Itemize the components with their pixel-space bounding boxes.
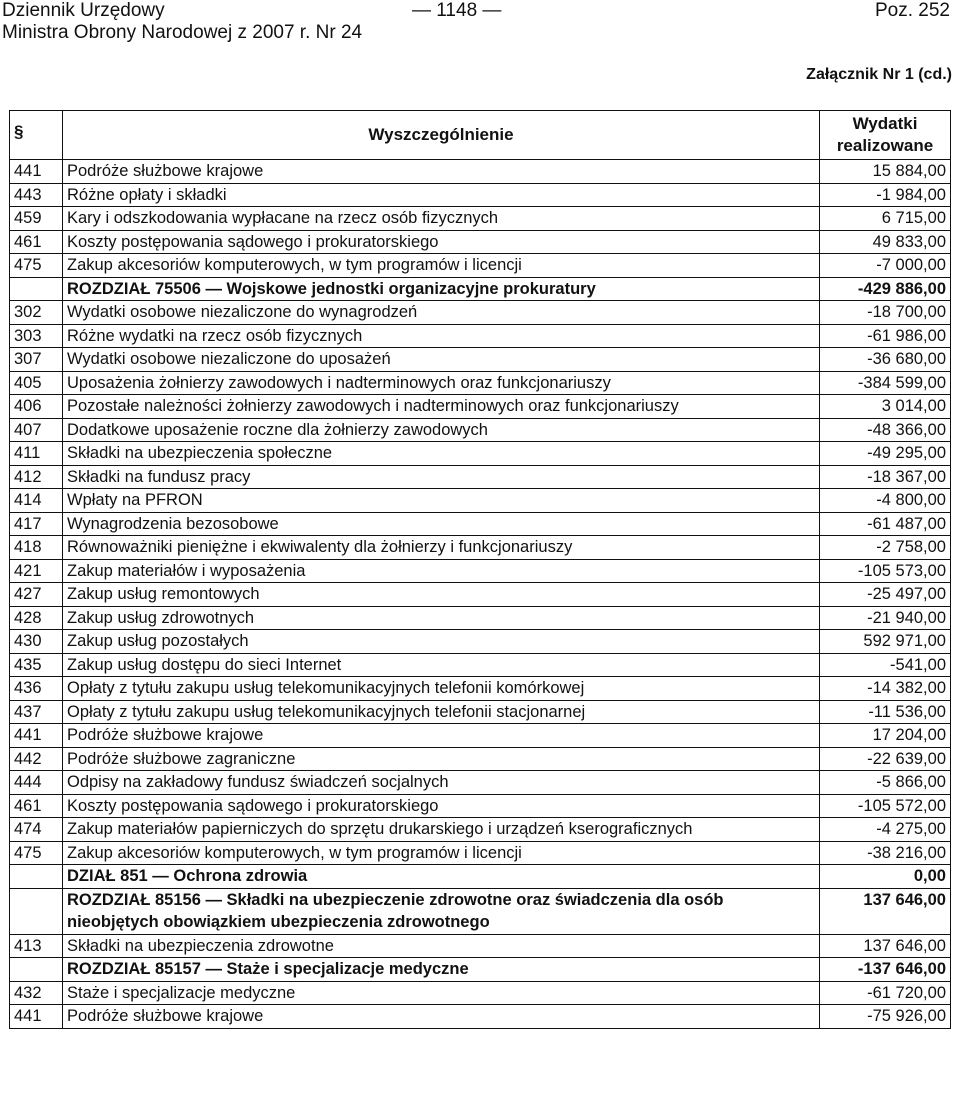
table-row — [10, 254, 951, 278]
table-row — [10, 724, 951, 748]
table-row — [10, 747, 951, 771]
row-description: Wynagrodzenia bezosobowe — [63, 512, 820, 536]
row-code: 437 — [10, 700, 63, 724]
ministry-line: Ministra Obrony Narodowej z 2007 r. Nr 24 — [2, 22, 363, 43]
row-amount: 6 715,00 — [820, 207, 951, 231]
row-description: Składki na fundusz pracy — [63, 465, 820, 489]
row-description: DZIAŁ 851 — Ochrona zdrowia — [63, 865, 820, 889]
row-amount: -5 866,00 — [820, 771, 951, 795]
table-row — [10, 794, 951, 818]
row-code: 459 — [10, 207, 63, 231]
table-row — [10, 442, 951, 466]
section-heading-row — [10, 888, 951, 934]
row-amount: -14 382,00 — [820, 677, 951, 701]
row-code: 405 — [10, 371, 63, 395]
table-row — [10, 653, 951, 677]
amount-column-header — [820, 111, 951, 160]
row-code: 443 — [10, 183, 63, 207]
row-description: Różne opłaty i składki — [63, 183, 820, 207]
row-code: 430 — [10, 630, 63, 654]
row-amount: 15 884,00 — [820, 160, 951, 184]
row-amount: -49 295,00 — [820, 442, 951, 466]
row-description: Składki na ubezpieczenia zdrowotne — [63, 934, 820, 958]
row-amount: -1 984,00 — [820, 183, 951, 207]
row-code: 428 — [10, 606, 63, 630]
row-code: 475 — [10, 841, 63, 865]
row-description: Pozostałe należności żołnierzy zawodowych i nadterminowych oraz funkcjonariuszy — [63, 395, 820, 419]
section-heading-row — [10, 865, 951, 889]
row-amount: 3 014,00 — [820, 395, 951, 419]
row-code: 441 — [10, 160, 63, 184]
row-amount: 0,00 — [820, 865, 951, 889]
row-code: 418 — [10, 536, 63, 560]
row-amount: -2 758,00 — [820, 536, 951, 560]
row-amount: 592 971,00 — [820, 630, 951, 654]
row-amount: 17 204,00 — [820, 724, 951, 748]
table-row — [10, 771, 951, 795]
row-description: Zakup usług remontowych — [63, 583, 820, 607]
row-amount: -25 497,00 — [820, 583, 951, 607]
expenditure-table — [9, 110, 951, 1029]
row-description: ROZDZIAŁ 85157 — Staże i specjalizacje medyczne — [63, 958, 820, 982]
amount-header-line1: Wydatki — [852, 114, 918, 133]
table-row — [10, 818, 951, 842]
row-description: Uposażenia żołnierzy zawodowych i nadterminowych oraz funkcjonariuszy — [63, 371, 820, 395]
row-description: Składki na ubezpieczenia społeczne — [63, 442, 820, 466]
row-code: 444 — [10, 771, 63, 795]
table-row — [10, 559, 951, 583]
amount-header-line2: realizowane — [836, 136, 934, 155]
journal-title: Dziennik Urzędowy — [2, 0, 165, 21]
row-amount: -541,00 — [820, 653, 951, 677]
row-code — [10, 865, 63, 889]
row-amount: -4 275,00 — [820, 818, 951, 842]
row-description: Staże i specjalizacje medyczne — [63, 981, 820, 1005]
description-column-header: Wyszczególnienie — [63, 111, 820, 160]
page-header-left — [2, 0, 362, 44]
row-description: Dodatkowe uposażenie roczne dla żołnierzy zawodowych — [63, 418, 820, 442]
row-amount: -7 000,00 — [820, 254, 951, 278]
row-description: Koszty postępowania sądowego i prokuratorskiego — [63, 230, 820, 254]
row-amount: -137 646,00 — [820, 958, 951, 982]
row-code: 421 — [10, 559, 63, 583]
row-description: Zakup usług zdrowotnych — [63, 606, 820, 630]
row-amount: -48 366,00 — [820, 418, 951, 442]
annex-label: Załącznik Nr 1 (cd.) — [806, 66, 952, 83]
row-description: Podróże służbowe krajowe — [63, 1005, 820, 1029]
table-row — [10, 512, 951, 536]
row-description: Podróże służbowe krajowe — [63, 160, 820, 184]
row-description: Wydatki osobowe niezaliczone do uposażeń — [63, 348, 820, 372]
row-description: ROZDZIAŁ 75506 — Wojskowe jednostki organizacyjne prokuratury — [63, 277, 820, 301]
row-code: 407 — [10, 418, 63, 442]
table-row — [10, 230, 951, 254]
row-description: Kary i odszkodowania wypłacane na rzecz osób fizycznych — [63, 207, 820, 231]
section-column-header: § — [10, 111, 63, 160]
row-description: Zakup materiałów i wyposażenia — [63, 559, 820, 583]
row-amount: -18 700,00 — [820, 301, 951, 325]
row-code: 413 — [10, 934, 63, 958]
row-code — [10, 958, 63, 982]
row-description: Zakup materiałów papierniczych do sprzętu drukarskiego i urządzeń kserograficznych — [63, 818, 820, 842]
section-heading-row — [10, 277, 951, 301]
row-code — [10, 888, 63, 934]
section-heading-row — [10, 958, 951, 982]
row-amount: 49 833,00 — [820, 230, 951, 254]
row-code: 427 — [10, 583, 63, 607]
row-amount: -75 926,00 — [820, 1005, 951, 1029]
table-row — [10, 348, 951, 372]
table-body — [10, 160, 951, 1029]
table-row — [10, 1005, 951, 1029]
row-description: Podróże służbowe krajowe — [63, 724, 820, 748]
row-amount: -61 720,00 — [820, 981, 951, 1005]
row-description: Różne wydatki na rzecz osób fizycznych — [63, 324, 820, 348]
table-row — [10, 324, 951, 348]
row-code: 414 — [10, 489, 63, 513]
table-row — [10, 301, 951, 325]
row-code: 412 — [10, 465, 63, 489]
row-description: Równoważniki pieniężne i ekwiwalenty dla żołnierzy i funkcjonariuszy — [63, 536, 820, 560]
row-description: Zakup usług pozostałych — [63, 630, 820, 654]
table-row — [10, 371, 951, 395]
position-label: Poz. 252 — [875, 0, 950, 21]
row-description: Zakup akcesoriów komputerowych, w tym programów i licencji — [63, 841, 820, 865]
row-code: 461 — [10, 794, 63, 818]
table-row — [10, 606, 951, 630]
row-description: Koszty postępowania sądowego i prokuratorskiego — [63, 794, 820, 818]
row-code: 442 — [10, 747, 63, 771]
table-header-row — [10, 111, 951, 160]
row-amount: -11 536,00 — [820, 700, 951, 724]
table-row — [10, 207, 951, 231]
table-row — [10, 981, 951, 1005]
row-amount: -4 800,00 — [820, 489, 951, 513]
row-amount: -22 639,00 — [820, 747, 951, 771]
row-code: 411 — [10, 442, 63, 466]
row-description: Wydatki osobowe niezaliczone do wynagrodzeń — [63, 301, 820, 325]
row-description: Wpłaty na PFRON — [63, 489, 820, 513]
row-description: Opłaty z tytułu zakupu usług telekomunikacyjnych telefonii stacjonarnej — [63, 700, 820, 724]
row-code: 307 — [10, 348, 63, 372]
row-code — [10, 277, 63, 301]
table-row — [10, 160, 951, 184]
row-code: 436 — [10, 677, 63, 701]
row-code: 475 — [10, 254, 63, 278]
row-code: 461 — [10, 230, 63, 254]
row-description: Podróże służbowe zagraniczne — [63, 747, 820, 771]
row-amount: -61 986,00 — [820, 324, 951, 348]
row-code: 432 — [10, 981, 63, 1005]
table-row — [10, 677, 951, 701]
table-row — [10, 183, 951, 207]
row-code: 474 — [10, 818, 63, 842]
row-description: Opłaty z tytułu zakupu usług telekomunikacyjnych telefonii komórkowej — [63, 677, 820, 701]
table-row — [10, 536, 951, 560]
row-amount: -429 886,00 — [820, 277, 951, 301]
table-row — [10, 489, 951, 513]
row-amount: -18 367,00 — [820, 465, 951, 489]
row-code: 303 — [10, 324, 63, 348]
row-code: 417 — [10, 512, 63, 536]
page-number: — 1148 — — [412, 0, 502, 21]
row-amount: -38 216,00 — [820, 841, 951, 865]
row-code: 441 — [10, 1005, 63, 1029]
row-amount: -21 940,00 — [820, 606, 951, 630]
table-row — [10, 630, 951, 654]
row-description: Odpisy na zakładowy fundusz świadczeń socjalnych — [63, 771, 820, 795]
table-row — [10, 934, 951, 958]
table-row — [10, 418, 951, 442]
table-row — [10, 583, 951, 607]
row-amount: 137 646,00 — [820, 934, 951, 958]
row-description: Zakup usług dostępu do sieci Internet — [63, 653, 820, 677]
table-row — [10, 465, 951, 489]
row-code: 435 — [10, 653, 63, 677]
table-row — [10, 841, 951, 865]
row-amount: -36 680,00 — [820, 348, 951, 372]
table-row — [10, 395, 951, 419]
row-amount: 137 646,00 — [820, 888, 951, 934]
row-amount: -105 572,00 — [820, 794, 951, 818]
row-code: 406 — [10, 395, 63, 419]
row-amount: -105 573,00 — [820, 559, 951, 583]
row-amount: -61 487,00 — [820, 512, 951, 536]
table-row — [10, 700, 951, 724]
row-code: 302 — [10, 301, 63, 325]
row-amount: -384 599,00 — [820, 371, 951, 395]
row-description: ROZDZIAŁ 85156 — Składki na ubezpieczenie zdrowotne oraz świadczenia dla osób nieobjętych obowiązkiem ubezpieczenia zdrowotnego — [63, 888, 820, 934]
row-description: Zakup akcesoriów komputerowych, w tym programów i licencji — [63, 254, 820, 278]
row-code: 441 — [10, 724, 63, 748]
